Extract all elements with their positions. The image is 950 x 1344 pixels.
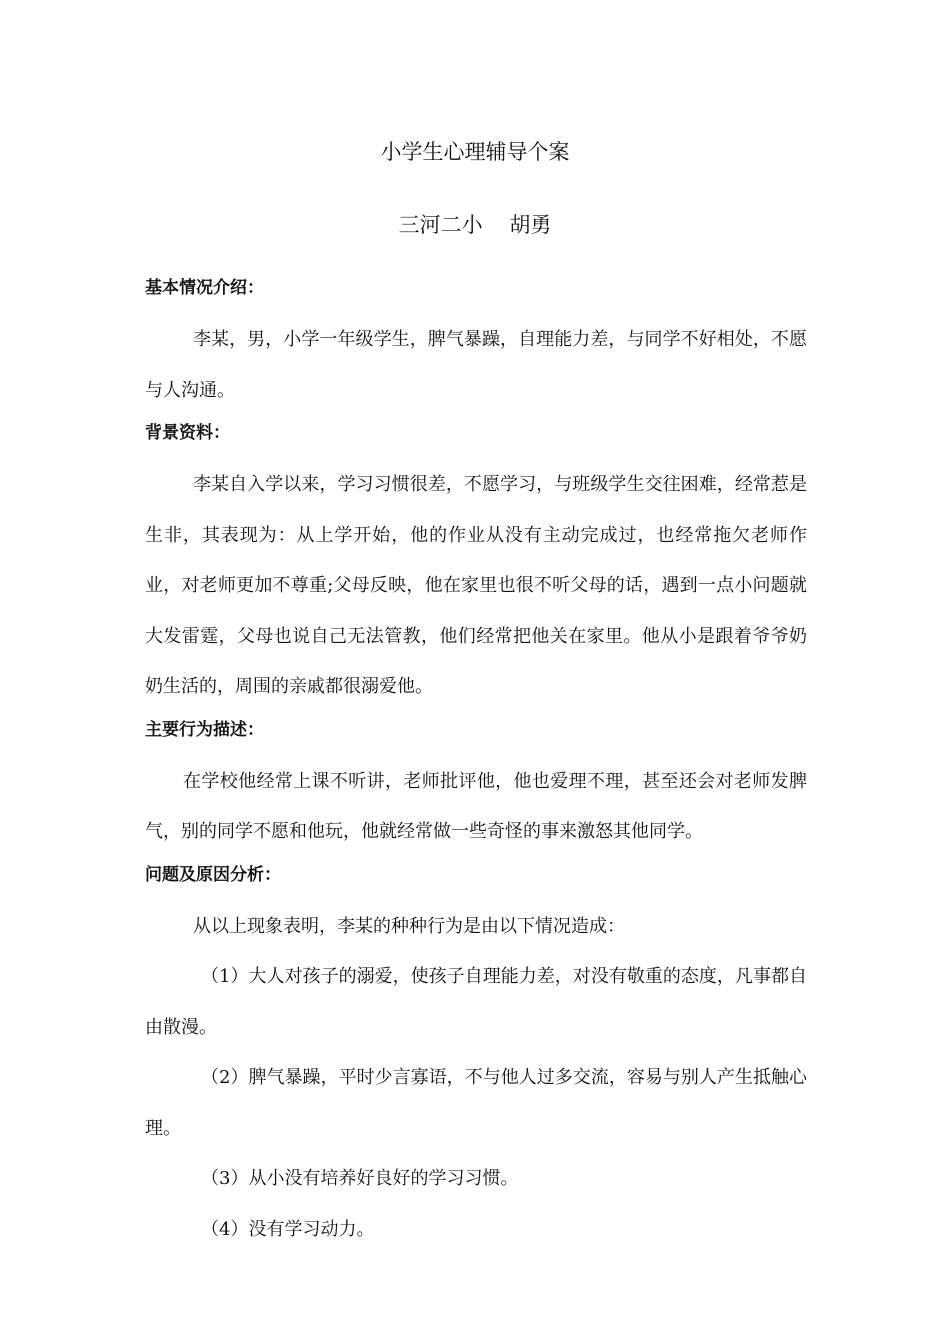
list-item: （4）没有学习动力。 (201, 1218, 375, 1240)
paragraph: 李某，男，小学一年级学生，脾气暴躁，自理能力差，与同学不好相处，不愿与人沟通。 (145, 329, 807, 401)
list-item: （2）脾气暴躁，平时少言寡语，不与他人过多交流，容易与别人产生抵触心理。 (145, 1067, 807, 1139)
paragraph: 李某自入学以来，学习习惯很差，不愿学习，与班级学生交往困难，经常惹是生非，其表现为：从上学开始，他的作业从没有主动完成过，也经常拖欠老师作业，对老师更加不尊重;父母反映，他在家里也很不听父母的话，遇到一点小问题就大发雷霆，父母也说自己无法管教，他们经常把他关在家里。他从小是跟着爷爷奶奶生活的，周围的亲戚都很溺爱他。 (145, 474, 807, 697)
list-item: （1）大人对孩子的溺爱，使孩子自理能力差，对没有敬重的态度，凡事都自由散漫。 (145, 966, 807, 1038)
section-background (145, 416, 807, 713)
section-heading: 基本情况介绍： (145, 278, 264, 298)
list-item: （3）从小没有培养好良好的学习习惯。 (201, 1168, 519, 1189)
document-author: 三河二小 胡勇 (398, 213, 552, 237)
document-body (145, 271, 807, 1255)
section-heading: 问题及原因分析： (145, 864, 281, 885)
section-heading: 主要行为描述： (145, 719, 264, 740)
section-basic-info (145, 271, 807, 416)
paragraph: 从以上现象表明，李某的种种行为是由以下情况造成： (193, 915, 625, 937)
section-behavior (145, 713, 807, 858)
section-heading: 背景资料： (145, 423, 230, 443)
paragraph: 在学校他经常上课不听讲，老师批评他，他也爱理不理，甚至还会对老师发脾气，别的同学不愿和他玩，他就经常做一些奇怪的事来激怒其他同学。 (145, 770, 807, 842)
section-analysis (145, 858, 807, 1256)
document-title: 小学生心理辅导个案 (380, 140, 570, 164)
